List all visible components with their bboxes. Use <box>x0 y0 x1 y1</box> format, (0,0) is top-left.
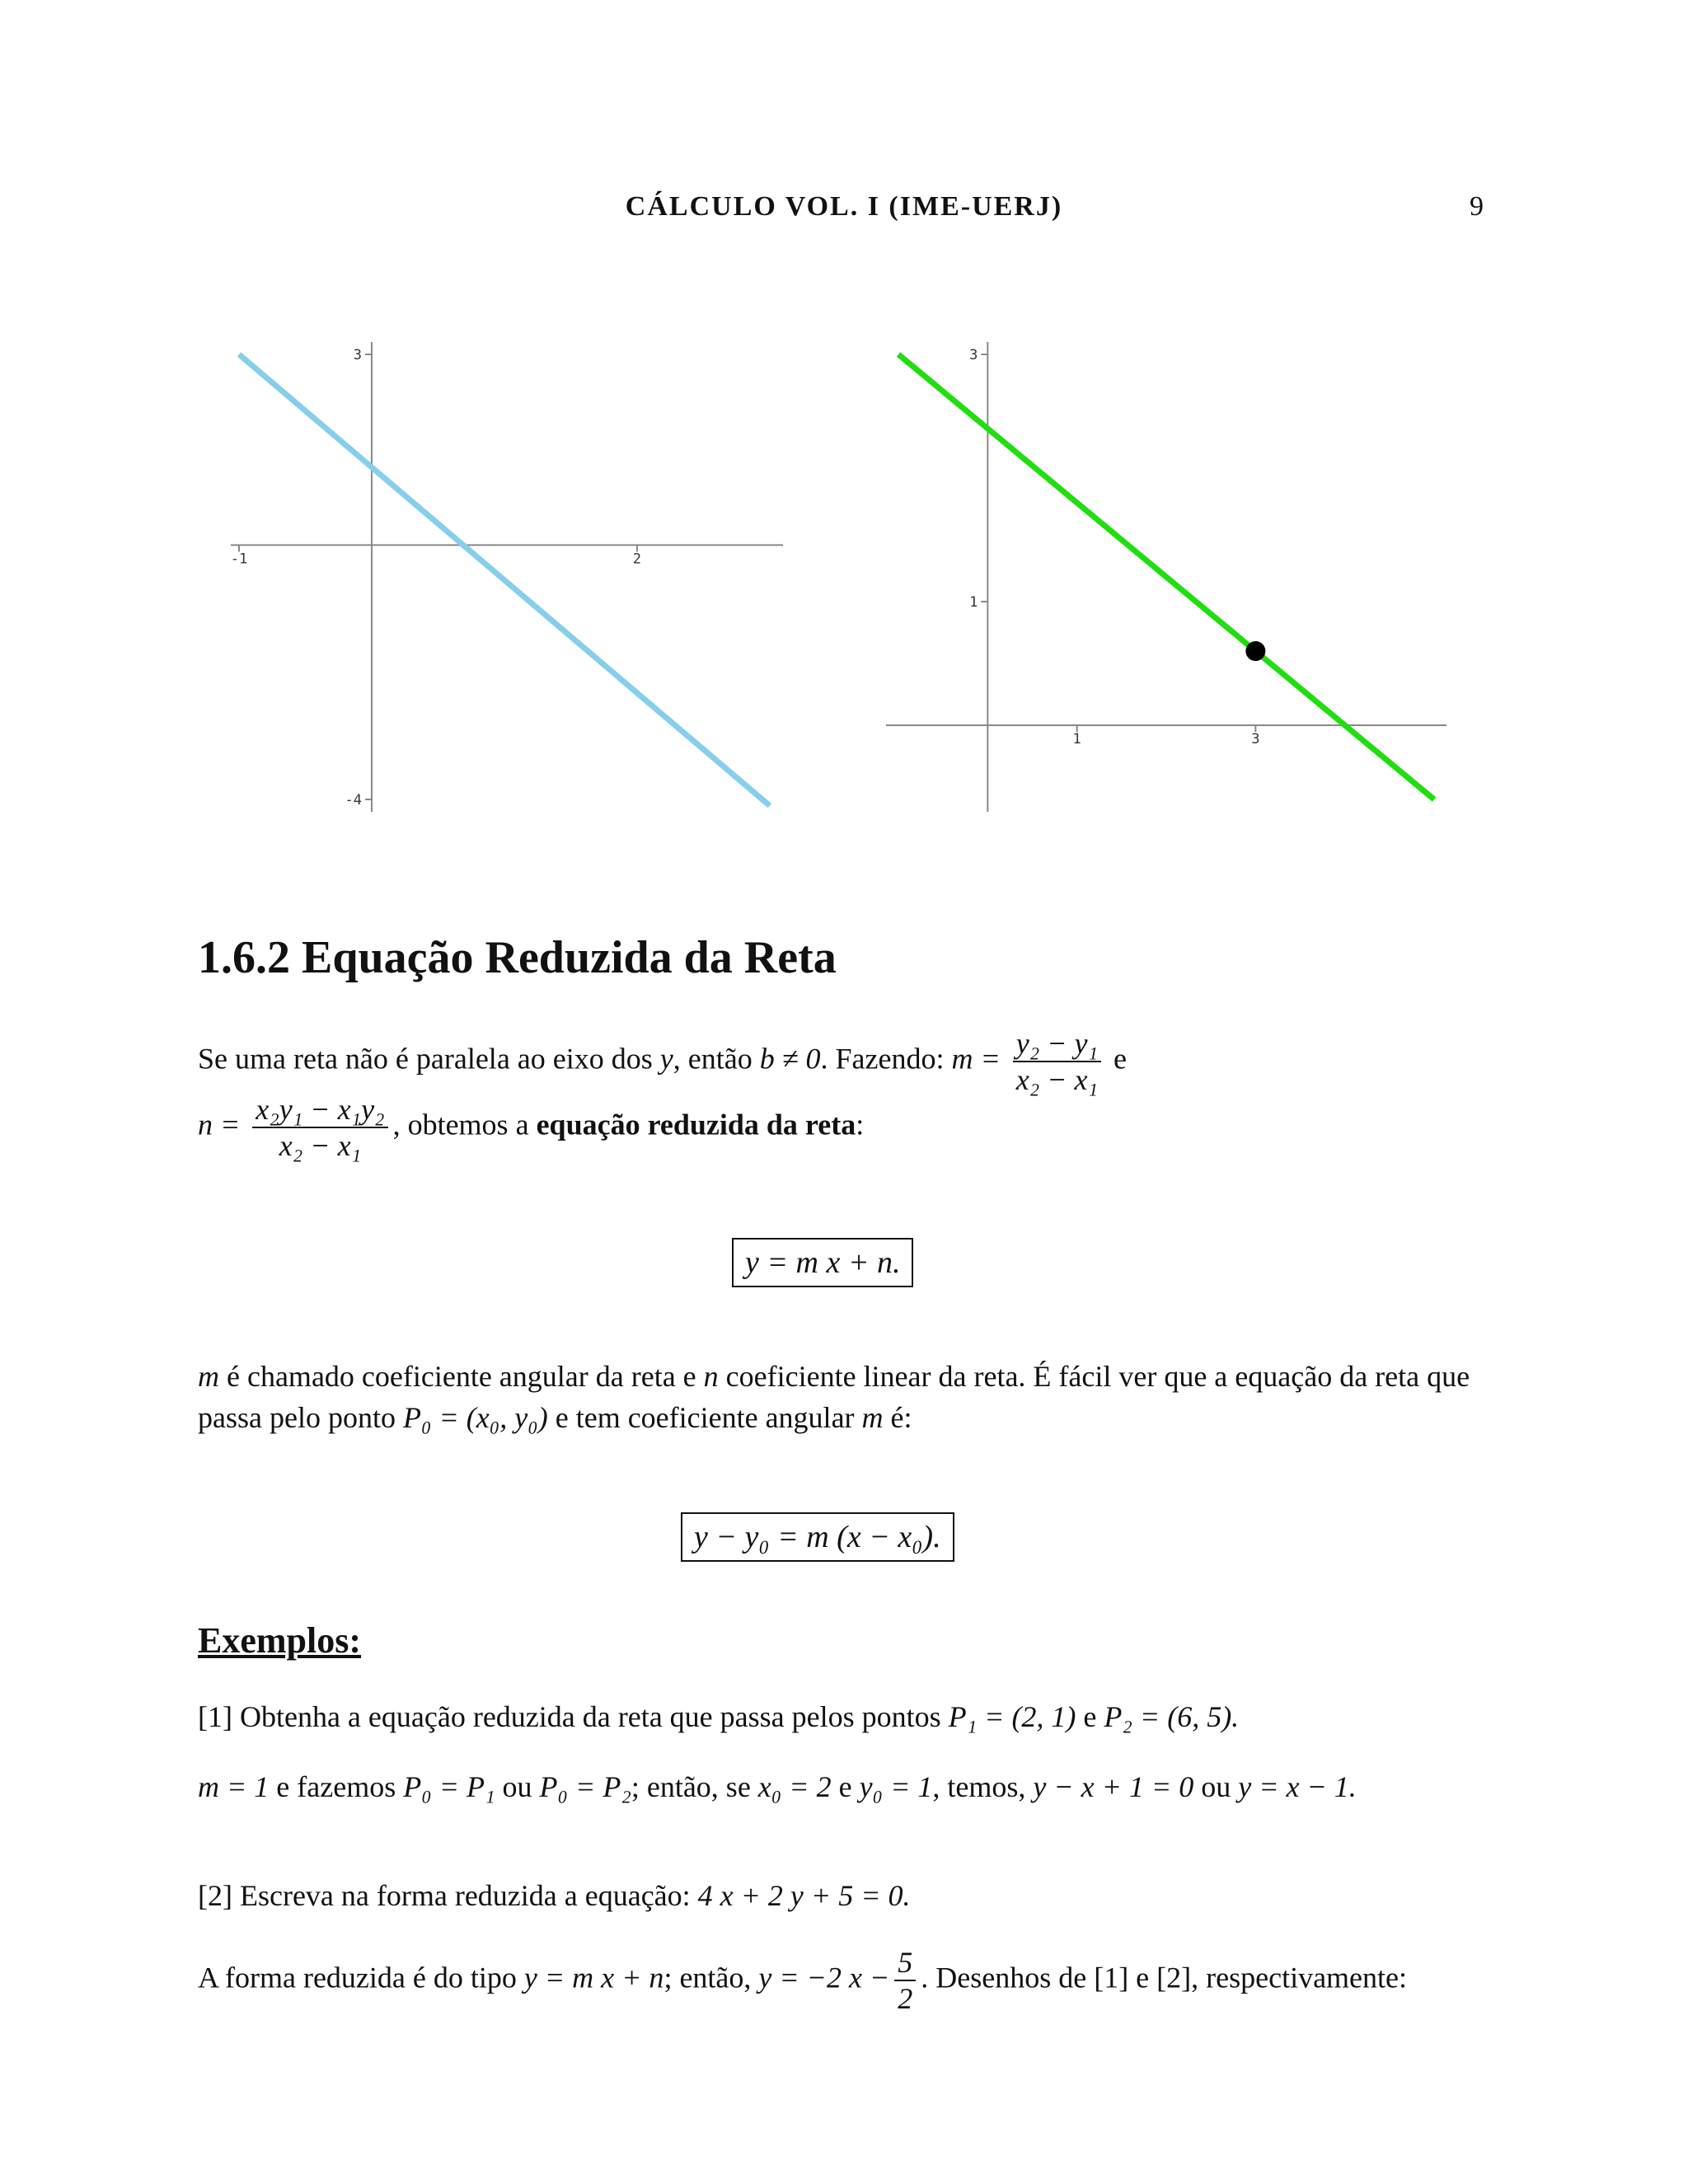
tick-label-x-2: 2 <box>632 551 642 568</box>
chart-example-2 <box>882 338 1459 816</box>
math-m: m <box>198 1360 219 1393</box>
tick-label-y-1: 1 <box>969 594 978 611</box>
boxed-formula-reduced: y = m x + n. <box>732 1238 913 1287</box>
text: ; então, se <box>631 1770 758 1803</box>
bold-term: equação reduzida da reta <box>536 1108 856 1141</box>
text: A forma reduzida é do tipo <box>198 1961 524 1994</box>
fraction-denominator: 2 <box>898 1982 913 2015</box>
fraction-denominator: x₂ − x₁ <box>279 1129 362 1162</box>
boxed-formula-point-slope: y − y₀ = m (x − x₀). <box>681 1512 954 1562</box>
text: , temos, <box>932 1770 1034 1803</box>
text: , então <box>673 1042 760 1076</box>
data-point <box>1245 641 1265 661</box>
fraction-numerator: 5 <box>894 1945 916 1981</box>
examples-heading: Exemplos: <box>198 1620 361 1661</box>
math-n-equals: n = <box>198 1108 241 1141</box>
math-b-neq-zero: b ≠ 0 <box>759 1042 821 1076</box>
math-equation: 4 x + 2 y + 5 = 0. <box>697 1879 911 1912</box>
text: coeficiente linear da reta. É fácil ver que a equação da reta que passa pelo ponto <box>198 1360 1470 1434</box>
section-title: 1.6.2 Equação Reduzida da Reta <box>198 932 837 983</box>
definition-line-1 <box>198 1026 1492 1097</box>
paragraph-coefficients <box>198 1356 1492 1438</box>
math-y: y <box>659 1042 673 1076</box>
math: y = m x + n <box>523 1961 664 1994</box>
math: y₀ = 1 <box>859 1770 933 1803</box>
paragraph-definition <box>198 1026 1492 1163</box>
series-line <box>239 354 770 806</box>
text: : <box>856 1108 865 1141</box>
text: Se uma reta não é paralela ao eixo dos <box>198 1042 660 1076</box>
math: y − x + 1 = 0 <box>1033 1770 1194 1803</box>
text: e <box>1076 1700 1104 1733</box>
tick-label-y-3: 3 <box>969 347 978 363</box>
example-2-statement <box>198 1875 1492 1916</box>
math: P₀ = P₂ <box>539 1770 631 1803</box>
fraction-slope <box>1013 1026 1101 1097</box>
text: . Fazendo: <box>820 1042 952 1076</box>
math-m: m <box>861 1401 884 1434</box>
tick-label-x-minus1: -1 <box>230 551 248 568</box>
example-2-solution <box>198 1945 1492 2016</box>
text: [1] Obtenha a equação reduzida da reta que passa pelos pontos <box>198 1700 949 1733</box>
math-n: n <box>703 1360 719 1393</box>
text: ou <box>495 1770 540 1803</box>
math-point-p1: P₁ = (2, 1) <box>948 1700 1076 1733</box>
text: e <box>831 1770 860 1803</box>
math: m = 1 <box>198 1770 270 1803</box>
text: é chamado coeficiente angular da reta e <box>219 1360 704 1393</box>
fraction-numerator: x₂y₁ − x₁y₂ <box>252 1092 387 1128</box>
math-point-p2: P₂ = (6, 5). <box>1104 1700 1240 1733</box>
fraction-denominator: x₂ − x₁ <box>1015 1063 1099 1096</box>
text: é: <box>883 1401 912 1434</box>
page-number: 9 <box>1470 191 1484 222</box>
text: e fazemos <box>269 1770 404 1803</box>
tick-label-x-1: 1 <box>1072 731 1081 748</box>
text: ; então, <box>663 1961 759 1994</box>
fraction-numerator: y₂ − y₁ <box>1013 1026 1101 1062</box>
tick-label-x-3: 3 <box>1251 731 1260 748</box>
example-1-statement <box>198 1696 1492 1737</box>
text: ou <box>1193 1770 1239 1803</box>
text: . Desenhos de [1] e [2], respectivamente: <box>921 1961 1408 1994</box>
text: e <box>1114 1042 1128 1076</box>
math: P₀ = P₁ <box>403 1770 495 1803</box>
math-point-p0: P₀ = (x₀, y₀) <box>402 1401 548 1434</box>
example-1-solution <box>198 1766 1492 1807</box>
tick-label-y-3: 3 <box>353 347 362 363</box>
running-title: CÁLCULO VOL. I (IME-UERJ) <box>625 191 1063 222</box>
definition-line-2 <box>198 1092 1492 1163</box>
series-line <box>898 354 1434 799</box>
text: [2] Escreva na forma reduzida a equação: <box>198 1879 698 1912</box>
fraction-intercept <box>252 1092 387 1163</box>
math: y = −2 x − <box>758 1961 890 1994</box>
fraction-five-halves <box>894 1945 916 2016</box>
page-header <box>0 191 1688 224</box>
math-m-equals: m = <box>951 1042 1001 1076</box>
text: e tem coeficiente angular <box>547 1401 862 1434</box>
tick-label-y-minus4: -4 <box>345 792 362 808</box>
math: x₀ = 2 <box>757 1770 832 1803</box>
math: y = x − 1. <box>1238 1770 1357 1803</box>
chart-example-1 <box>223 338 799 816</box>
text: , obtemos a <box>392 1108 537 1141</box>
